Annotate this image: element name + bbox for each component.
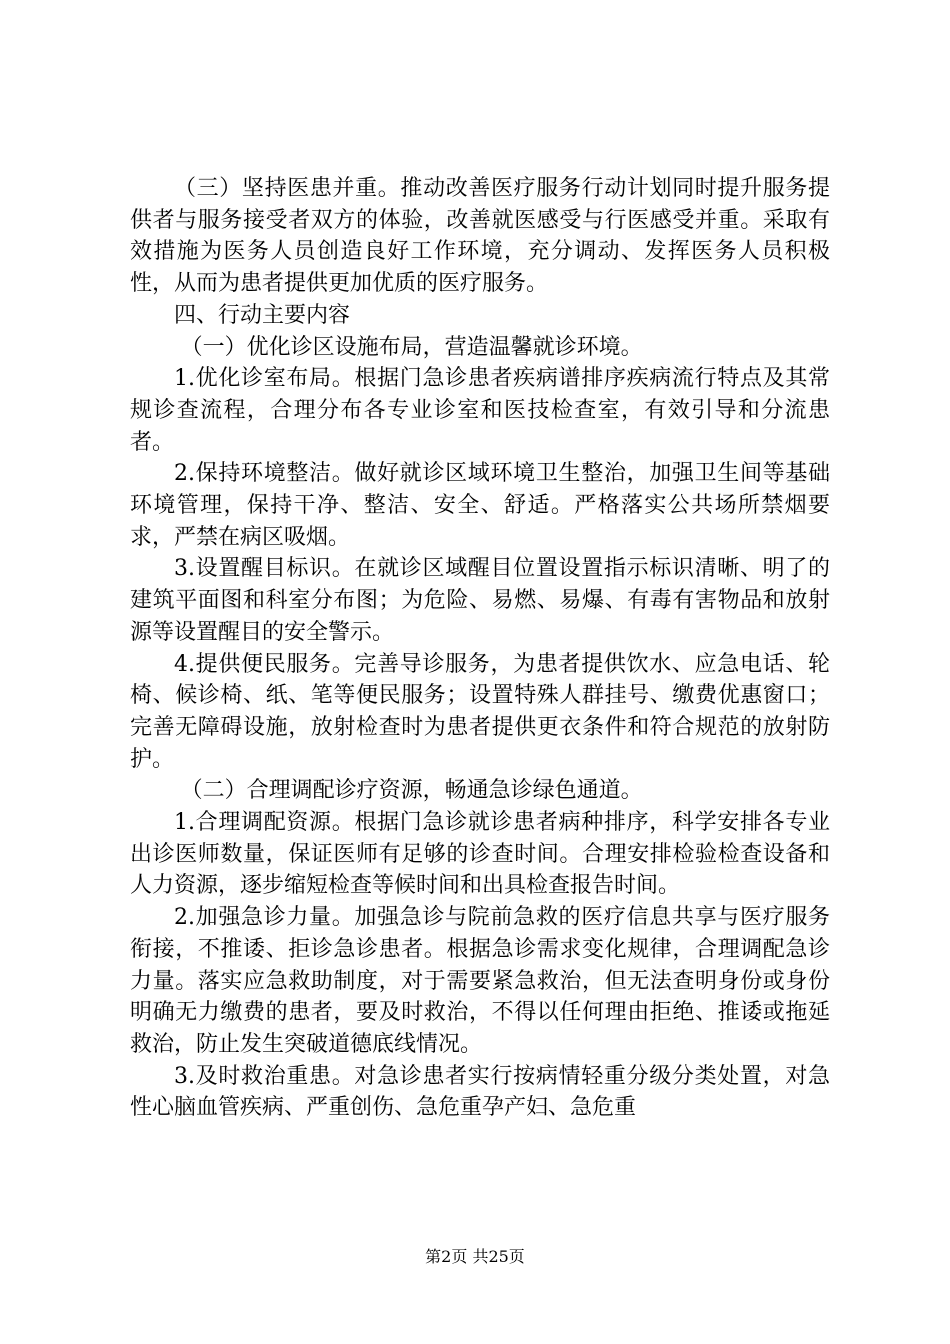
paragraph: （三）坚持医患并重。推动改善医疗服务行动计划同时提升服务提供者与服务接受者双方的体验，改善就医感受与行医感受并重。采取有效措施为医务人员创造良好工作环境，充分调动、发挥医务人员积极性，从而为患者提供更加优质的医疗服务。 [130,176,830,297]
document-body [130,173,830,1124]
paragraph: 3.及时救治重患。对急诊患者实行按病情轻重分级分类处置，对急性心脑血管疾病、严重创伤、急危重孕产妇、急危重 [130,1063,830,1121]
subsection-heading: （一）优化诊区设施布局，营造温馨就诊环境。 [180,334,643,360]
paragraph: 4.提供便民服务。完善导诊服务，为患者提供饮水、应急电话、轮椅、候诊椅、纸、笔等便民服务；设置特殊人群挂号、缴费优惠窗口；完善无障碍设施，放射检查时为患者提供更衣条件和符合规范的放射防护。 [130,651,830,772]
paragraph: 2.保持环境整洁。做好就诊区域环境卫生整治，加强卫生间等基础环境管理，保持干净、整洁、安全、舒适。严格落实公共场所禁烟要求，严禁在病区吸烟。 [130,461,830,550]
paragraph: 2.加强急诊力量。加强急诊与院前急救的医疗信息共享与医疗服务衔接，不推诿、拒诊急诊患者。根据急诊需求变化规律，合理调配急诊力量。落实应急救助制度，对于需要紧急救治，但无法查明身份或身份明确无力缴费的患者，要及时救治，不得以任何理由拒绝、推诿或拖延救治，防止发生突破道德底线情况。 [130,905,830,1057]
paragraph: 1.优化诊室布局。根据门急诊患者疾病谱排序疾病流行特点及其常规诊查流程，合理分布各专业诊室和医技检查室，有效引导和分流患者。 [130,366,830,455]
subsection-heading: （二）合理调配诊疗资源，畅通急诊绿色通道。 [180,778,643,804]
section-heading: 四、行动主要内容 [174,302,351,328]
paragraph: 3.设置醒目标识。在就诊区域醒目位置设置指示标识清晰、明了的建筑平面图和科室分布图；为危险、易燃、易爆、有毒有害物品和放射源等设置醒目的安全警示。 [130,556,830,645]
paragraph: 1.合理调配资源。根据门急诊就诊患者病种排序，科学安排各专业出诊医师数量，保证医师有足够的诊查时间。合理安排检验检查设备和人力资源，逐步缩短检查等候时间和出具检查报告时间。 [130,810,830,899]
page-footer: 第2页 共25页 [425,1247,525,1266]
